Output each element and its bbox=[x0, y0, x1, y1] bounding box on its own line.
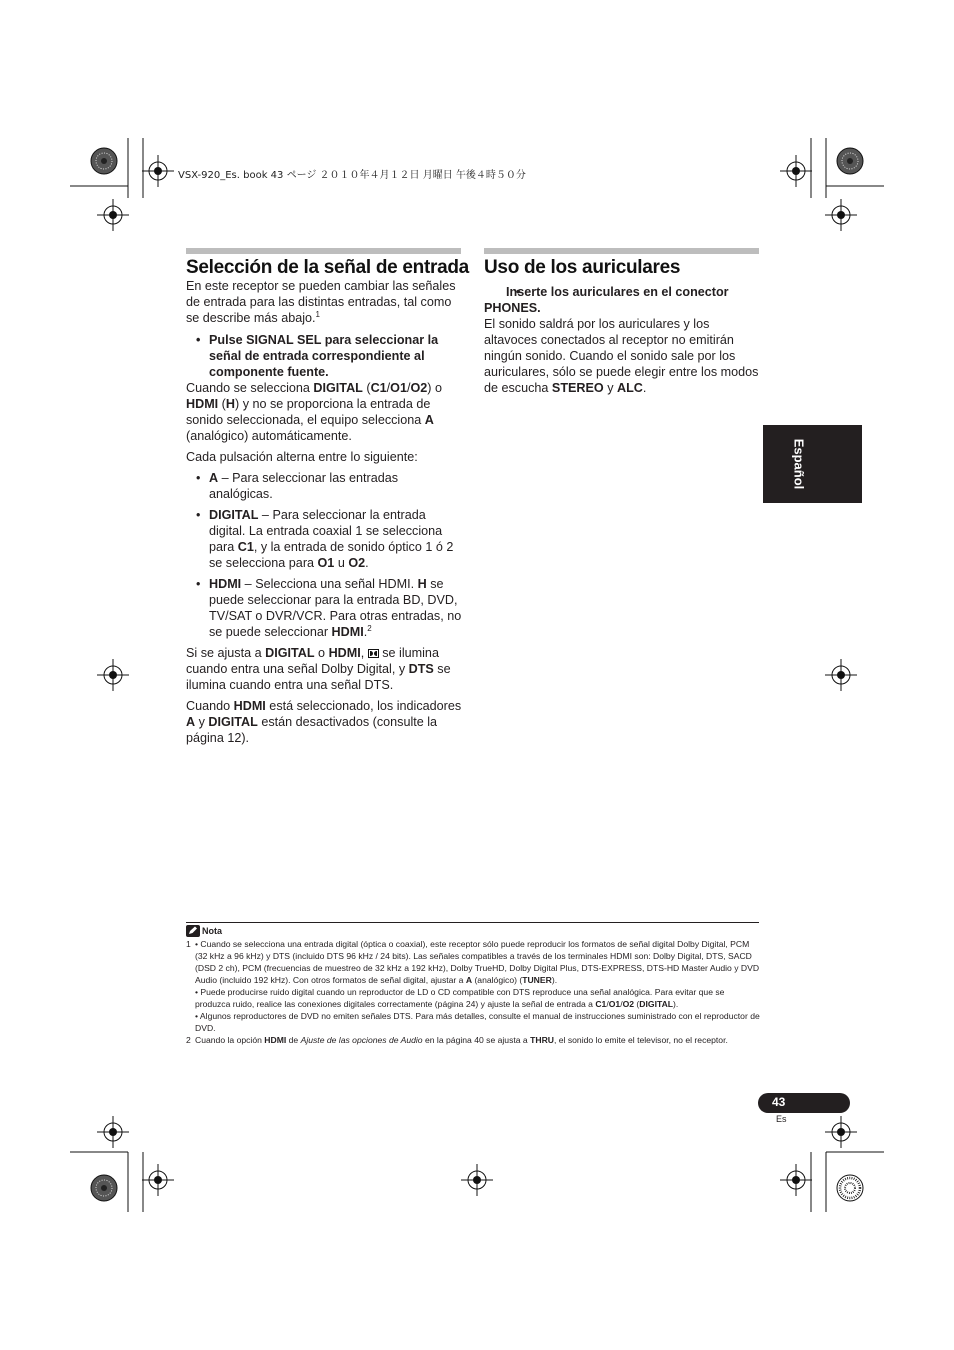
section-bar-right bbox=[484, 248, 759, 254]
step-insert-headphones: • Inserte los auriculares en el conector PHONES. bbox=[484, 284, 762, 316]
notes-divider bbox=[186, 922, 759, 923]
list-item-digital: • DIGITAL – Para seleccionar la entrada digital. La entrada coaxial 1 se selecciona para C1, y la entrada de sonido óptico 1 ó 2 se selecciona para O1 u O2. bbox=[186, 507, 464, 571]
step-list-right bbox=[484, 284, 762, 316]
note-1: 1 • Cuando se selecciona una entrada digital (óptica o coaxial), este receptor sólo puede reproducir los formatos de señal digital Dolby Digital, PCM (32 kHz a 96 kHz) y DTS (incluido DTS 96 kHz / 24 bits). Las señales compatibles a través de los terminales HDMI son: Dolby Digital, DTS, SACD (DSD 2 ch), PCM (frecuencias de muestreo de 32 kHz a 192 kHz), Dolby TrueHD, Dolby Digital Plus, DTS-EXPRESS, DTS-HD Master Audio y DVD Audio (incluido 192 kHz). Con otros formatos de señal digital, ajustar a A (analógico) (TUNER). • Puede producirse ruido digital cuando un reproductor de LD o CD compatible con DTS reproduce una señal analógica. Para evitar que se produzca ruido, realice las conexiones digitales correctamente (página 24) y ajuste la señal de entrada a C1/O1/O2 (DIGITAL). • Algunos reproductores de DVD no emiten señales DTS. Para más detalles, consulte el manual de instrucciones suministrado con el reproductor de DVD. bbox=[186, 939, 760, 1033]
registration-cross-icon bbox=[825, 659, 857, 691]
intro-paragraph: En este receptor se pueden cambiar las señales de entrada para las distintas entradas, tal como se describe más abajo.$^1$ bbox=[186, 279, 456, 325]
right-column-body bbox=[484, 284, 762, 396]
input-mode-list bbox=[186, 470, 464, 640]
step-signal-sel: • Pulse SIGNAL SEL para seleccionar la señal de entrada correspondiente al componente fuente. bbox=[186, 332, 464, 380]
note-2: 2 Cuando la opción HDMI de Ajuste de las opciones de Audio en la página 40 se ajusta a THRU, el sonido lo emite el televisor, no el receptor. bbox=[186, 1035, 728, 1045]
paragraph-cycle: Cada pulsación alterna entre lo siguiente: bbox=[186, 450, 418, 464]
left-column-body bbox=[186, 278, 464, 746]
registration-mark-icon bbox=[91, 148, 117, 174]
section-title-input-signal: Selección de la señal de entrada bbox=[186, 257, 469, 278]
notes-section bbox=[186, 925, 760, 1046]
footnote-ref-1: 1 bbox=[315, 309, 320, 319]
list-item-analog: • A – Para seleccionar las entradas analógicas. bbox=[186, 470, 464, 502]
registration-cross-icon bbox=[780, 1164, 812, 1196]
registration-mark-icon bbox=[837, 1175, 863, 1201]
footnote-ref-2: 2 bbox=[367, 623, 372, 633]
paragraph-digital-hdmi: Cuando se selecciona DIGITAL (C1/O1/O2) o HDMI (H) y no se proporciona la entrada de sonido seleccionada, el equipo selecciona A (analógico) automáticamente. bbox=[186, 381, 442, 443]
registration-cross-icon bbox=[780, 155, 812, 187]
dolby-digital-icon bbox=[368, 649, 379, 658]
paragraph-indicators: Si se ajusta a DIGITAL o HDMI, se ilumina cuando entra una señal Dolby Digital, y DTS se ilumina cuando entra una señal DTS. bbox=[186, 646, 451, 692]
registration-cross-icon bbox=[825, 199, 857, 231]
book-reference-header: VSX-920_Es. book 43 ページ ２０１０年４月１２日 月曜日 午後４時５０分 bbox=[178, 170, 526, 181]
registration-mark-icon bbox=[837, 148, 863, 174]
page-number-badge: 43 bbox=[758, 1093, 850, 1113]
registration-mark-icon bbox=[91, 1175, 117, 1201]
registration-cross-icon bbox=[97, 199, 129, 231]
registration-cross-icon bbox=[461, 1164, 493, 1196]
paragraph-headphones: El sonido saldrá por los auriculares y los altavoces conectados al receptor no emitirán ningún sonido. Cuando el sonido sale por los auriculares, sólo se puede elegir entre los modos de escucha STEREO y ALC. bbox=[484, 317, 759, 395]
language-tab: Español bbox=[763, 425, 862, 503]
section-title-headphones: Uso de los auriculares bbox=[484, 257, 681, 278]
note-pencil-icon bbox=[186, 925, 200, 937]
registration-cross-icon bbox=[97, 659, 129, 691]
section-bar-left bbox=[186, 248, 461, 254]
paragraph-hdmi-selected: Cuando HDMI está seleccionado, los indicadores A y DIGITAL están desactivados (consulte la página 12). bbox=[186, 699, 462, 745]
registration-cross-icon bbox=[97, 1116, 129, 1148]
page-language-code: Es bbox=[776, 1114, 787, 1124]
list-item-hdmi: • HDMI – Selecciona una señal HDMI. H se puede seleccionar para la entrada BD, DVD, TV/SAT o DVR/VCR. Para otras entradas, no se puede seleccionar HDMI.$^2$ bbox=[186, 576, 464, 640]
step-list bbox=[186, 332, 464, 380]
notes-heading: Nota bbox=[186, 925, 760, 938]
registration-cross-icon bbox=[825, 1116, 857, 1148]
registration-cross-icon bbox=[142, 155, 174, 187]
registration-cross-icon bbox=[142, 1164, 174, 1196]
